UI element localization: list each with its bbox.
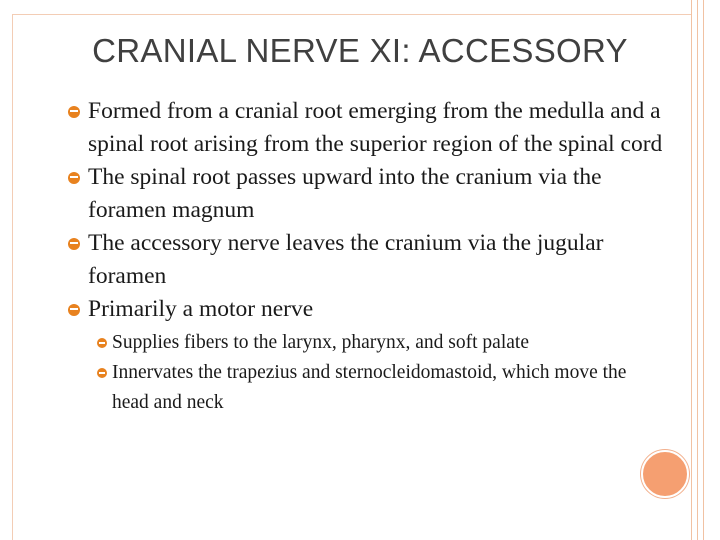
circle-bullet-icon [97, 338, 107, 348]
circle-bullet-icon [68, 304, 80, 316]
sub-bullet-item [68, 328, 668, 358]
decorative-vertical-line [697, 0, 698, 540]
circle-bullet-icon [68, 238, 80, 250]
bullet-item [68, 293, 668, 326]
circle-bullet-icon [68, 106, 80, 118]
bullet-item [68, 161, 668, 227]
slide-title: CRANIAL NERVE XI: ACCESSORY [92, 32, 628, 69]
bullet-item [68, 227, 668, 293]
bullet-text: The spinal root passes upward into the cranium via the foramen magnum [88, 164, 602, 223]
bullet-list [68, 95, 668, 418]
sub-bullet-item [68, 358, 668, 418]
decorative-vertical-line [691, 0, 692, 540]
bullet-text: Primarily a motor nerve [88, 296, 314, 322]
sub-bullet-text: Supplies fibers to the larynx, pharynx, and soft palate [112, 332, 529, 353]
decorative-orange-circle [641, 450, 689, 498]
circle-bullet-icon [97, 368, 107, 378]
bullet-item [68, 95, 668, 161]
decorative-vertical-line [703, 0, 704, 540]
sub-bullet-text: Innervates the trapezius and sternocleidomastoid, which move the head and neck [112, 362, 627, 413]
circle-bullet-icon [68, 172, 80, 184]
bullet-text: Formed from a cranial root emerging from the medulla and a spinal root arising from the superior region of the spinal cord [88, 98, 663, 157]
bullet-text: The accessory nerve leaves the cranium via the jugular foramen [88, 230, 604, 289]
